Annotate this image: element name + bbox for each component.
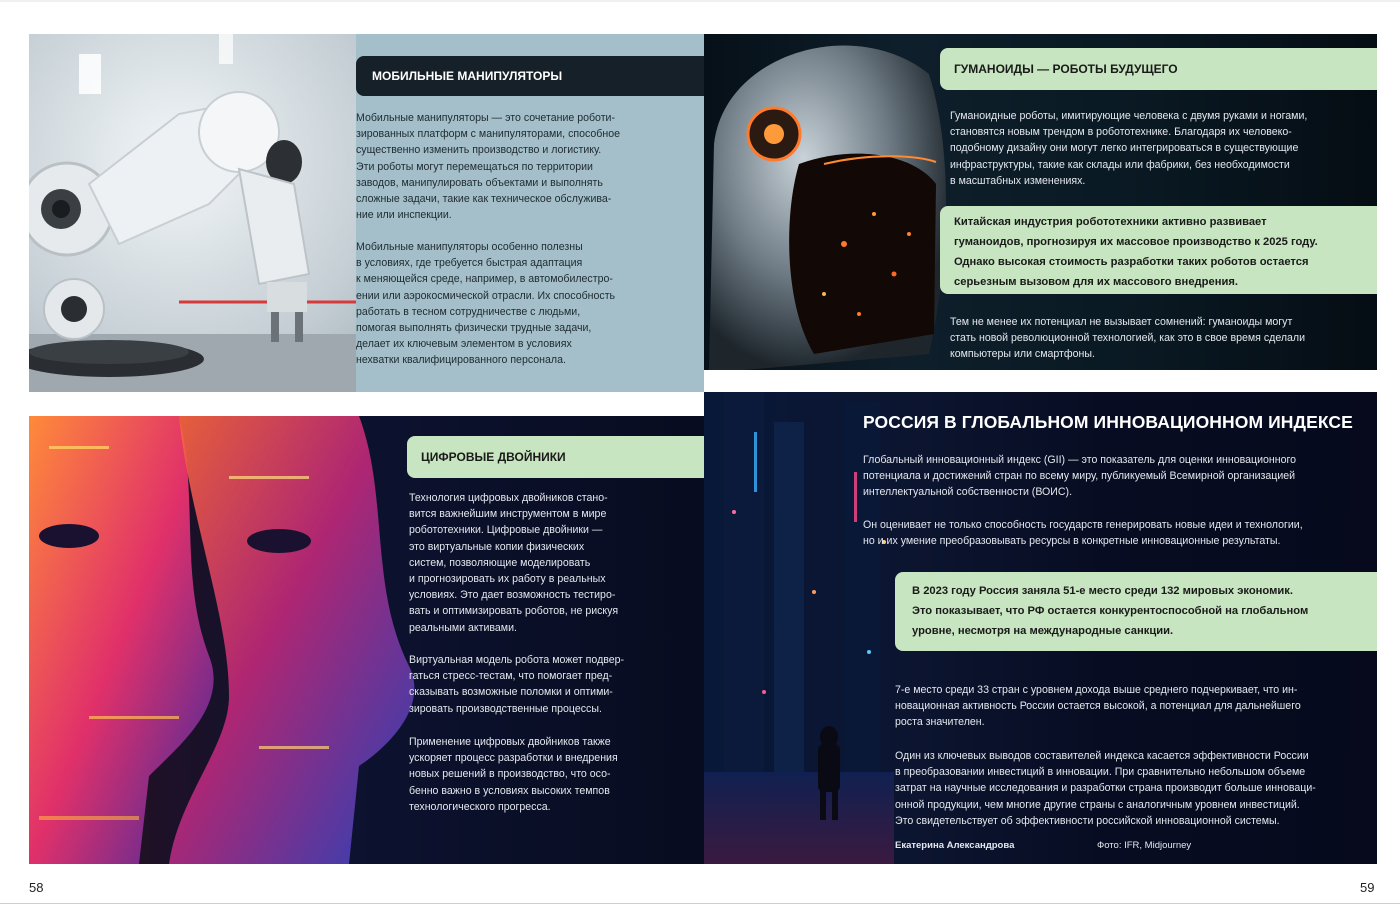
twins-para-1: Технология цифровых двойников стано- вится важнейшим инструментом в мире робототехники. Цифровые двойники — это виртуальные копии физических систем, позволяющие моделировать и прогнозировать их работу в реальных условиях. Это дает возможность тестиро- вать и оптимизировать роботов, не рискуя реальными активами. [409, 492, 619, 634]
author-credit: Екатерина Александрова [895, 840, 1015, 851]
manipulators-para-1: Мобильные манипуляторы — это сочетание роботи- зированных платформ с манипуляторами, способное существенно изменить производство и логистику. Эти роботы могут перемещаться по территории заводов, манипулировать объектами и выполнять сложные задачи, такие как техническое обслужива- ние или инспекции. [356, 112, 621, 222]
humanoids-heading: ГУМАНОИДЫ — РОБОТЫ БУДУЩЕГО [940, 48, 1377, 90]
humanoids-highlight: Китайская индустрия робототехники активно развивает гуманоидов, прогнозируя их массовое производство к 2025 году. Однако высокая стоимость разработки таких роботов остается серьезным вызовом для их массового внедрения. [940, 206, 1377, 294]
bottom-border [0, 903, 1400, 904]
humanoids-para-2: Тем не менее их потенциал не вызывает сомнений: гуманоиды могут стать новой революционной технологией, как это в свое время сделали компьютеры или смартфоны. [950, 316, 1306, 361]
russia-highlight: В 2023 году Россия заняла 51-е место среди 132 мировых экономик. Это показывает, что РФ остается конкурентоспособной на глобальном уровне, несмотря на международные санкции. [895, 572, 1377, 651]
twins-panel [29, 416, 704, 864]
manipulators-panel [29, 34, 704, 392]
russia-para-4: Один из ключевых выводов составителей индекса касается эффективности России в преобразовании инвестиций в инновации. При сравнительно небольшом объеме затрат на научные исследования и разработки страна производит больше инноваци- онной продукции, чем многие другие страны с аналогичным уровнем инвестиций. Это свидетельствует об эффективности российской инновационной системы. [895, 750, 1316, 827]
russia-panel [704, 392, 1377, 864]
humanoids-para-1: Гуманоидные роботы, имитирующие человека с двумя руками и ногами, становятся новым трендом в робототехнике. Благодаря их человеко- подобному дизайну они могут легко интегрироваться в существующие инфраструктуры, такие как склады или фабрики, без необходимости в масштабных изменениях. [950, 110, 1308, 187]
russia-para-3: 7-е место среди 33 стран с уровнем дохода выше среднего подчеркивает, что ин- новационная активность России остается высокой, а потенциал для дальнейшего роста значителен. [895, 684, 1301, 729]
russia-title: РОССИЯ В ГЛОБАЛЬНОМ ИННОВАЦИОННОМ ИНДЕКСЕ [863, 412, 1353, 432]
twins-para-3: Применение цифровых двойников также ускоряет процесс разработки и внедрения новых решений в производство, что осо- бенно важно в условиях высоких темпов технологического прогресса. [409, 736, 618, 813]
photo-credit: Фото: IFR, Midjourney [1097, 840, 1192, 851]
manipulators-para-2: Мобильные манипуляторы особенно полезны в условиях, где требуется быстрая адаптация к меняющейся среде, например, в автомобилестро- ении или аэрокосмической отрасли. Их способность работать в тесном сотрудничестве с людьми, помогая выполнять физически трудные задачи, делает их ключевым элементом в условиях нехватки квалифицированного персонала. [356, 241, 616, 367]
twins-para-2: Виртуальная модель робота может подвер- гаться стресс-тестам, что помогает пред- сказывать возможные поломки и оптими- зировать производственные процессы. [409, 654, 625, 715]
top-border [0, 0, 1400, 2]
russia-para-2: Он оценивает не только способность государств генерировать новые идеи и технологии, но и их умение преобразовывать ресурсы в конкретные инновационные результаты. [863, 519, 1303, 548]
manipulators-heading: МОБИЛЬНЫЕ МАНИПУЛЯТОРЫ [356, 56, 704, 96]
twins-heading: ЦИФРОВЫЕ ДВОЙНИКИ [407, 436, 704, 478]
page-number-right: 59 [1360, 880, 1375, 895]
humanoids-panel [704, 34, 1377, 370]
russia-para-1: Глобальный инновационный индекс (GII) — это показатель для оценки инновационного потенциала и достижений стран по всему миру, публикуемый Всемирной организацией интеллектуальной собственности (ВОИС). [863, 454, 1297, 499]
page-number-left: 58 [29, 880, 44, 895]
